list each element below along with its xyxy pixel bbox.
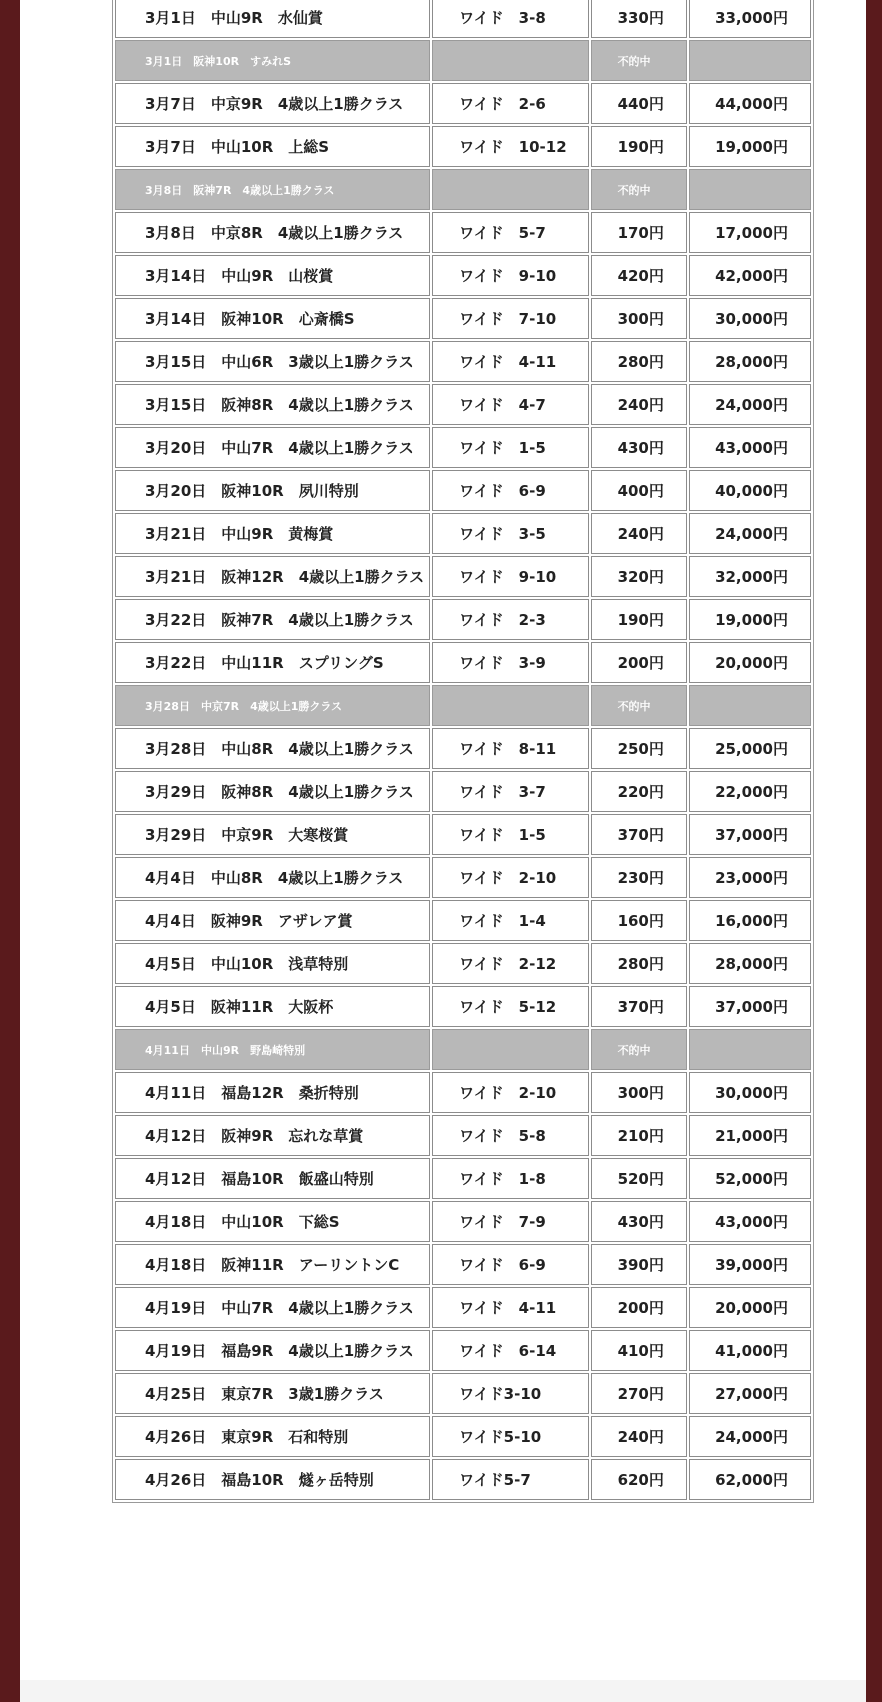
return-cell: 41,000円 <box>689 1330 811 1371</box>
bet-cell: ワイド 1-5 <box>432 814 588 855</box>
race-cell: 3月14日 阪神10R 心斎橋S <box>115 298 430 339</box>
race-cell: 4月12日 福島10R 飯盛山特別 <box>115 1158 430 1199</box>
bet-cell <box>432 685 588 726</box>
bet-cell: ワイド 2-6 <box>432 83 588 124</box>
result-row <box>115 771 811 812</box>
race-cell: 3月8日 阪神7R 4歳以上1勝クラス <box>115 169 430 210</box>
race-cell: 4月19日 中山7R 4歳以上1勝クラス <box>115 1287 430 1328</box>
result-row <box>115 943 811 984</box>
bet-cell: ワイド 6-9 <box>432 1244 588 1285</box>
result-row <box>115 814 811 855</box>
payout-cell: 230円 <box>591 857 688 898</box>
result-row <box>115 1244 811 1285</box>
payout-cell: 200円 <box>591 642 688 683</box>
result-row <box>115 1416 811 1457</box>
return-cell: 17,000円 <box>689 212 811 253</box>
bet-cell: ワイド 6-14 <box>432 1330 588 1371</box>
bet-cell <box>432 169 588 210</box>
payout-cell: 520円 <box>591 1158 688 1199</box>
payout-cell: 430円 <box>591 1201 688 1242</box>
race-cell: 4月4日 阪神9R アザレア賞 <box>115 900 430 941</box>
race-cell: 3月29日 中京9R 大寒桜賞 <box>115 814 430 855</box>
return-cell: 40,000円 <box>689 470 811 511</box>
result-row <box>115 1158 811 1199</box>
bet-cell: ワイド5-7 <box>432 1459 588 1500</box>
race-cell: 3月15日 阪神8R 4歳以上1勝クラス <box>115 384 430 425</box>
result-row <box>115 900 811 941</box>
return-cell: 21,000円 <box>689 1115 811 1156</box>
payout-cell: 300円 <box>591 298 688 339</box>
return-cell: 39,000円 <box>689 1244 811 1285</box>
payout-cell: 200円 <box>591 1287 688 1328</box>
bet-cell: ワイド 3-9 <box>432 642 588 683</box>
result-row <box>115 1330 811 1371</box>
return-cell: 37,000円 <box>689 814 811 855</box>
race-cell: 3月29日 阪神8R 4歳以上1勝クラス <box>115 771 430 812</box>
race-cell: 3月20日 中山7R 4歳以上1勝クラス <box>115 427 430 468</box>
race-cell: 3月1日 阪神10R すみれS <box>115 40 430 81</box>
bet-cell: ワイド 3-5 <box>432 513 588 554</box>
race-cell: 4月26日 東京9R 石和特別 <box>115 1416 430 1457</box>
miss-row <box>115 685 811 726</box>
bet-cell: ワイド5-10 <box>432 1416 588 1457</box>
return-cell: 33,000円 <box>689 0 811 38</box>
bet-cell: ワイド 2-12 <box>432 943 588 984</box>
result-row <box>115 556 811 597</box>
result-row <box>115 126 811 167</box>
race-cell: 4月11日 福島12R 桑折特別 <box>115 1072 430 1113</box>
result-row <box>115 1373 811 1414</box>
race-cell: 4月4日 中山8R 4歳以上1勝クラス <box>115 857 430 898</box>
bet-cell: ワイド 8-11 <box>432 728 588 769</box>
page-footer-band <box>20 1680 866 1702</box>
race-cell: 3月22日 中山11R スプリングS <box>115 642 430 683</box>
return-cell: 30,000円 <box>689 1072 811 1113</box>
return-cell: 27,000円 <box>689 1373 811 1414</box>
return-cell: 23,000円 <box>689 857 811 898</box>
payout-cell: 430円 <box>591 427 688 468</box>
payout-cell: 280円 <box>591 943 688 984</box>
return-cell: 43,000円 <box>689 1201 811 1242</box>
return-cell: 24,000円 <box>689 1416 811 1457</box>
race-cell: 3月22日 阪神7R 4歳以上1勝クラス <box>115 599 430 640</box>
return-cell: 24,000円 <box>689 513 811 554</box>
payout-cell: 280円 <box>591 341 688 382</box>
bet-cell: ワイド 1-5 <box>432 427 588 468</box>
result-row <box>115 1072 811 1113</box>
result-row <box>115 513 811 554</box>
return-cell: 42,000円 <box>689 255 811 296</box>
race-cell: 3月15日 中山6R 3歳以上1勝クラス <box>115 341 430 382</box>
bet-cell: ワイド 7-9 <box>432 1201 588 1242</box>
return-cell <box>689 1029 811 1070</box>
payout-cell: 390円 <box>591 1244 688 1285</box>
race-cell: 3月7日 中京9R 4歳以上1勝クラス <box>115 83 430 124</box>
result-row <box>115 0 811 38</box>
result-row <box>115 1115 811 1156</box>
payout-cell: 370円 <box>591 814 688 855</box>
payout-cell: 620円 <box>591 1459 688 1500</box>
result-row <box>115 1201 811 1242</box>
return-cell: 52,000円 <box>689 1158 811 1199</box>
race-cell: 3月28日 中京7R 4歳以上1勝クラス <box>115 685 430 726</box>
bet-cell: ワイド 9-10 <box>432 255 588 296</box>
bet-cell: ワイド 1-4 <box>432 900 588 941</box>
race-cell: 3月21日 中山9R 黄梅賞 <box>115 513 430 554</box>
return-cell: 30,000円 <box>689 298 811 339</box>
payout-cell: 370円 <box>591 986 688 1027</box>
bet-cell: ワイド 5-7 <box>432 212 588 253</box>
payout-cell: 不的中 <box>591 1029 688 1070</box>
payout-cell: 400円 <box>591 470 688 511</box>
race-cell: 4月5日 中山10R 浅草特別 <box>115 943 430 984</box>
return-cell <box>689 40 811 81</box>
result-row <box>115 642 811 683</box>
result-row <box>115 1287 811 1328</box>
race-cell: 4月5日 阪神11R 大阪杯 <box>115 986 430 1027</box>
result-row <box>115 298 811 339</box>
bet-cell: ワイド 4-11 <box>432 1287 588 1328</box>
payout-cell: 440円 <box>591 83 688 124</box>
race-cell: 4月18日 阪神11R アーリントンC <box>115 1244 430 1285</box>
result-row <box>115 986 811 1027</box>
return-cell: 16,000円 <box>689 900 811 941</box>
result-row <box>115 728 811 769</box>
bet-cell: ワイド 2-3 <box>432 599 588 640</box>
results-table-body <box>115 0 811 1500</box>
return-cell: 44,000円 <box>689 83 811 124</box>
bet-cell: ワイド3-10 <box>432 1373 588 1414</box>
race-cell: 3月28日 中山8R 4歳以上1勝クラス <box>115 728 430 769</box>
bet-cell: ワイド 2-10 <box>432 1072 588 1113</box>
return-cell: 25,000円 <box>689 728 811 769</box>
return-cell: 24,000円 <box>689 384 811 425</box>
race-cell: 3月21日 阪神12R 4歳以上1勝クラス <box>115 556 430 597</box>
race-cell: 4月26日 福島10R 燧ヶ岳特別 <box>115 1459 430 1500</box>
result-row <box>115 341 811 382</box>
race-cell: 4月18日 中山10R 下総S <box>115 1201 430 1242</box>
payout-cell: 170円 <box>591 212 688 253</box>
miss-row <box>115 40 811 81</box>
race-cell: 3月20日 阪神10R 夙川特別 <box>115 470 430 511</box>
return-cell: 32,000円 <box>689 556 811 597</box>
payout-cell: 220円 <box>591 771 688 812</box>
race-cell: 3月1日 中山9R 水仙賞 <box>115 0 430 38</box>
miss-row <box>115 169 811 210</box>
result-row <box>115 83 811 124</box>
payout-cell: 不的中 <box>591 40 688 81</box>
payout-cell: 320円 <box>591 556 688 597</box>
race-cell: 3月14日 中山9R 山桜賞 <box>115 255 430 296</box>
return-cell: 37,000円 <box>689 986 811 1027</box>
results-table <box>112 0 814 1503</box>
bet-cell: ワイド 6-9 <box>432 470 588 511</box>
bet-cell: ワイド 7-10 <box>432 298 588 339</box>
payout-cell: 210円 <box>591 1115 688 1156</box>
payout-cell: 250円 <box>591 728 688 769</box>
return-cell <box>689 169 811 210</box>
payout-cell: 410円 <box>591 1330 688 1371</box>
payout-cell: 不的中 <box>591 169 688 210</box>
miss-row <box>115 1029 811 1070</box>
result-row <box>115 212 811 253</box>
bet-cell: ワイド 4-11 <box>432 341 588 382</box>
race-cell: 4月19日 福島9R 4歳以上1勝クラス <box>115 1330 430 1371</box>
result-row <box>115 384 811 425</box>
payout-cell: 190円 <box>591 126 688 167</box>
return-cell: 19,000円 <box>689 599 811 640</box>
bet-cell: ワイド 10-12 <box>432 126 588 167</box>
race-cell: 3月7日 中山10R 上総S <box>115 126 430 167</box>
result-row <box>115 255 811 296</box>
race-cell: 4月11日 中山9R 野島崎特別 <box>115 1029 430 1070</box>
bet-cell: ワイド 5-8 <box>432 1115 588 1156</box>
bet-cell <box>432 40 588 81</box>
race-cell: 4月25日 東京7R 3歳1勝クラス <box>115 1373 430 1414</box>
return-cell: 62,000円 <box>689 1459 811 1500</box>
result-row <box>115 857 811 898</box>
return-cell <box>689 685 811 726</box>
content-panel <box>20 0 866 1702</box>
payout-cell: 330円 <box>591 0 688 38</box>
result-row <box>115 427 811 468</box>
bet-cell: ワイド 3-7 <box>432 771 588 812</box>
bet-cell <box>432 1029 588 1070</box>
bet-cell: ワイド 4-7 <box>432 384 588 425</box>
result-row <box>115 470 811 511</box>
return-cell: 28,000円 <box>689 943 811 984</box>
result-row <box>115 599 811 640</box>
result-row <box>115 1459 811 1500</box>
payout-cell: 190円 <box>591 599 688 640</box>
bet-cell: ワイド 2-10 <box>432 857 588 898</box>
race-cell: 4月12日 阪神9R 忘れな草賞 <box>115 1115 430 1156</box>
payout-cell: 240円 <box>591 513 688 554</box>
payout-cell: 420円 <box>591 255 688 296</box>
return-cell: 22,000円 <box>689 771 811 812</box>
return-cell: 20,000円 <box>689 642 811 683</box>
payout-cell: 270円 <box>591 1373 688 1414</box>
payout-cell: 240円 <box>591 1416 688 1457</box>
payout-cell: 300円 <box>591 1072 688 1113</box>
return-cell: 43,000円 <box>689 427 811 468</box>
bet-cell: ワイド 3-8 <box>432 0 588 38</box>
payout-cell: 不的中 <box>591 685 688 726</box>
bet-cell: ワイド 9-10 <box>432 556 588 597</box>
return-cell: 28,000円 <box>689 341 811 382</box>
return-cell: 20,000円 <box>689 1287 811 1328</box>
payout-cell: 240円 <box>591 384 688 425</box>
bet-cell: ワイド 5-12 <box>432 986 588 1027</box>
bet-cell: ワイド 1-8 <box>432 1158 588 1199</box>
payout-cell: 160円 <box>591 900 688 941</box>
race-cell: 3月8日 中京8R 4歳以上1勝クラス <box>115 212 430 253</box>
return-cell: 19,000円 <box>689 126 811 167</box>
